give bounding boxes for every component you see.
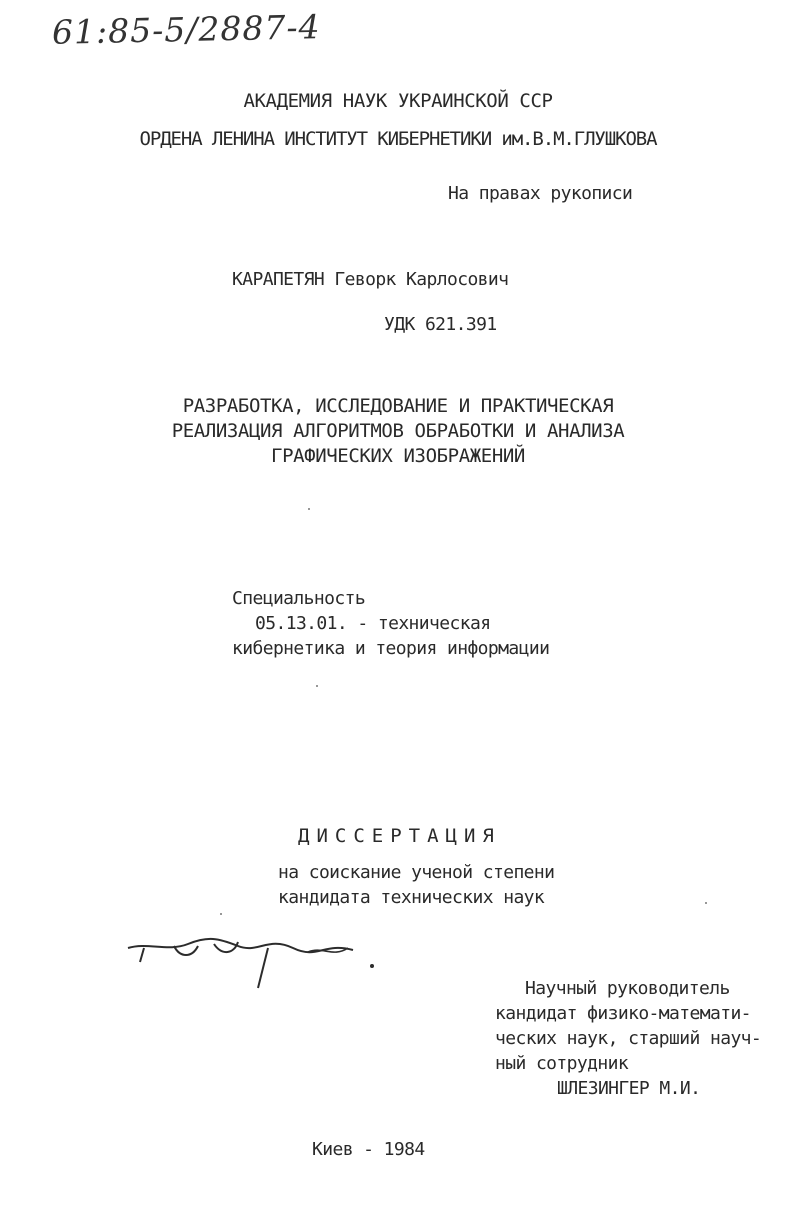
handwritten-signature bbox=[118, 928, 378, 992]
speck bbox=[316, 685, 318, 687]
specialty-label: Специальность bbox=[232, 588, 366, 609]
author-name: КАРАПЕТЯН Геворк Карлосович bbox=[232, 269, 509, 290]
institute-name: ОРДЕНА ЛЕНИНА ИНСТИТУТ КИБЕРНЕТИКИ им.В.М.ГЛУШКОВА bbox=[139, 128, 657, 150]
supervisor-position: ный сотрудник bbox=[495, 1053, 629, 1074]
specialty-code: 05.13.01. - техническая bbox=[255, 613, 491, 634]
degree-line-2: кандидата технических наук bbox=[278, 887, 545, 908]
title-line-2: РЕАЛИЗАЦИЯ АЛГОРИТМОВ ОБРАБОТКИ И АНАЛИЗА bbox=[171, 420, 625, 442]
udc-code: УДК 621.391 bbox=[384, 314, 497, 335]
speck bbox=[308, 508, 310, 510]
degree-line-1: на соискание ученой степени bbox=[278, 862, 555, 883]
speck bbox=[705, 902, 707, 904]
city-year: Киев - 1984 bbox=[312, 1139, 425, 1160]
title-line-1: РАЗРАБОТКА, ИССЛЕДОВАНИЕ И ПРАКТИЧЕСКАЯ bbox=[182, 395, 614, 417]
manuscript-rights-note: На правах рукописи bbox=[448, 183, 633, 204]
specialty-name: кибернетика и теория информации bbox=[232, 638, 550, 659]
title-line-3: ГРАФИЧЕСКИХ ИЗОБРАЖЕНИЙ bbox=[271, 445, 525, 467]
supervisor-title: Научный руководитель bbox=[525, 978, 730, 999]
dissertation-heading: ДИССЕРТАЦИЯ bbox=[298, 825, 501, 847]
supervisor-name: ШЛЕЗИНГЕР М.И. bbox=[557, 1078, 701, 1099]
academy-name: АКАДЕМИЯ НАУК УКРАИНСКОЙ ССР bbox=[243, 90, 553, 112]
supervisor-degree-2: ческих наук, старший науч- bbox=[495, 1028, 762, 1049]
supervisor-degree-1: кандидат физико-математи- bbox=[495, 1003, 751, 1024]
speck bbox=[220, 913, 222, 915]
handwritten-archive-mark: 61:85-5/2887-4 bbox=[51, 7, 321, 52]
